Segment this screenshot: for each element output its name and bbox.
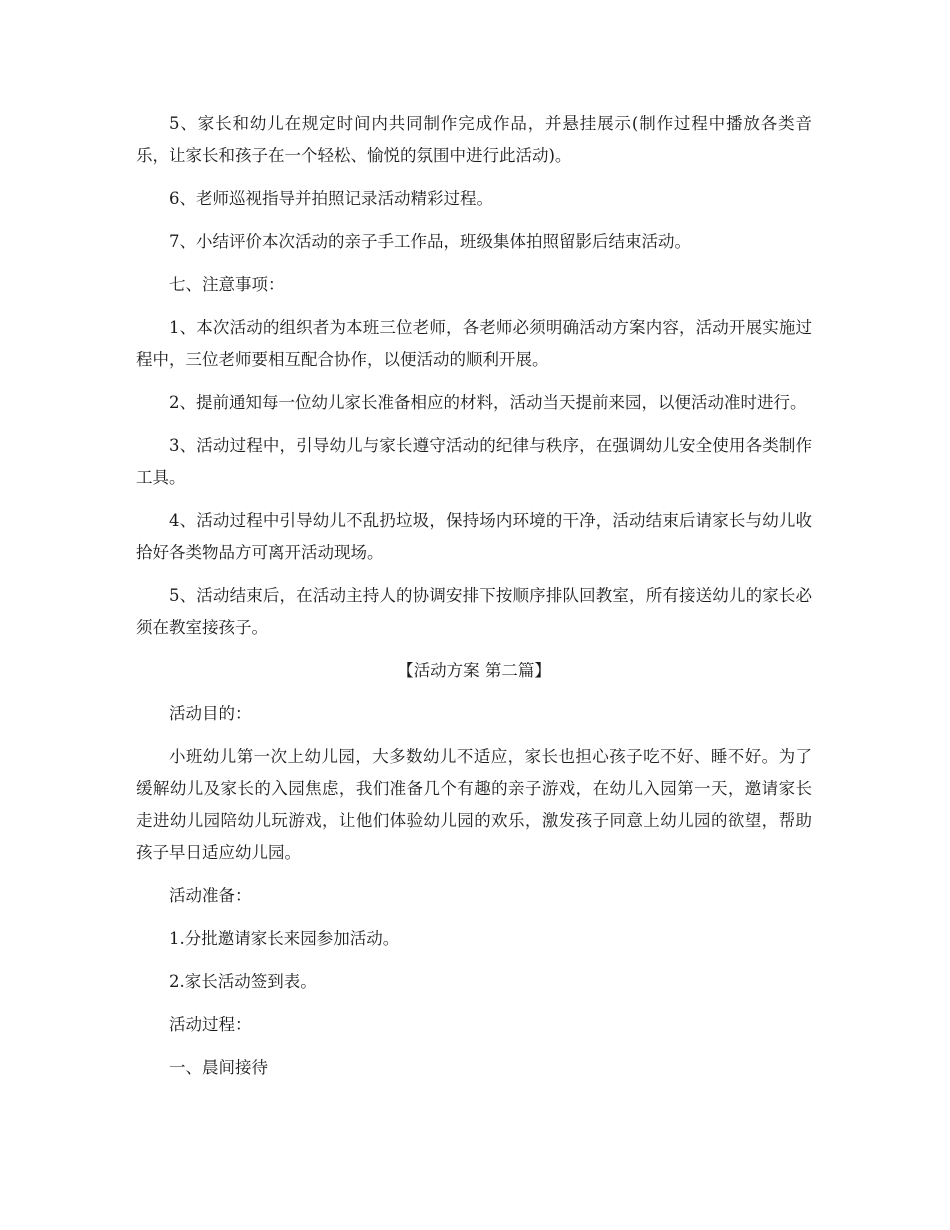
label-activity-purpose: 活动目的：: [169, 704, 252, 723]
paragraph-activity-purpose: 小班幼儿第一次上幼儿园，大多数幼儿不适应，家长也担心孩子吃不好、睡不好。为了缓解幼儿及家长的入园焦虑，我们准备几个有趣的亲子游戏，在幼儿入园第一天，邀请家长走进幼儿园陪幼儿玩游戏，让他们体验幼儿园的欢乐，激发孩子同意上幼儿园的欲望，帮助孩子早日适应幼儿园。: [136, 747, 812, 862]
paragraph-note-5: 5、活动结束后，在活动主持人的协调安排下按顺序排队回教室，所有接送幼儿的家长必须在教室接孩子。: [136, 586, 812, 637]
paragraph-prep-1: 1.分批邀请家长来园参加活动。: [169, 929, 400, 948]
paragraph-note-2: 2、提前通知每一位幼儿家长准备相应的材料，活动当天提前来园，以便活动准时进行。: [169, 393, 807, 412]
paragraph-note-3: 3、活动过程中，引导幼儿与家长遵守活动的纪律与秩序，在强调幼儿安全使用各类制作工具。: [136, 436, 812, 487]
label-activity-process: 活动过程：: [169, 1015, 252, 1034]
paragraph-step-6: 6、老师巡视指导并拍照记录活动精彩过程。: [169, 189, 493, 208]
section-title: 【活动方案 第二篇】: [397, 661, 551, 680]
paragraph-step-5: 5、家长和幼儿在规定时间内共同制作完成作品，并悬挂展示(制作过程中播放各类音乐，让家长和孩子在一个轻松、愉悦的氛围中进行此活动)。: [136, 114, 812, 165]
paragraph-step-7: 7、小结评价本次活动的亲子手工作品，班级集体拍照留影后结束活动。: [169, 232, 691, 251]
paragraph-prep-2: 2.家长活动签到表。: [169, 972, 317, 991]
document-page: [136, 108, 812, 1095]
label-activity-preparation: 活动准备：: [169, 886, 252, 905]
paragraph-process-1: 一、晨间接待: [169, 1058, 268, 1077]
paragraph-note-4: 4、活动过程中引导幼儿不乱扔垃圾，保持场内环境的干净，活动结束后请家长与幼儿收拾好各类物品方可离开活动现场。: [136, 511, 812, 562]
section-heading-notes: 七、注意事项：: [169, 275, 285, 294]
paragraph-note-1: 1、本次活动的组织者为本班三位老师，各老师必须明确活动方案内容，活动开展实施过程中，三位老师要相互配合协作，以便活动的顺利开展。: [136, 318, 812, 369]
